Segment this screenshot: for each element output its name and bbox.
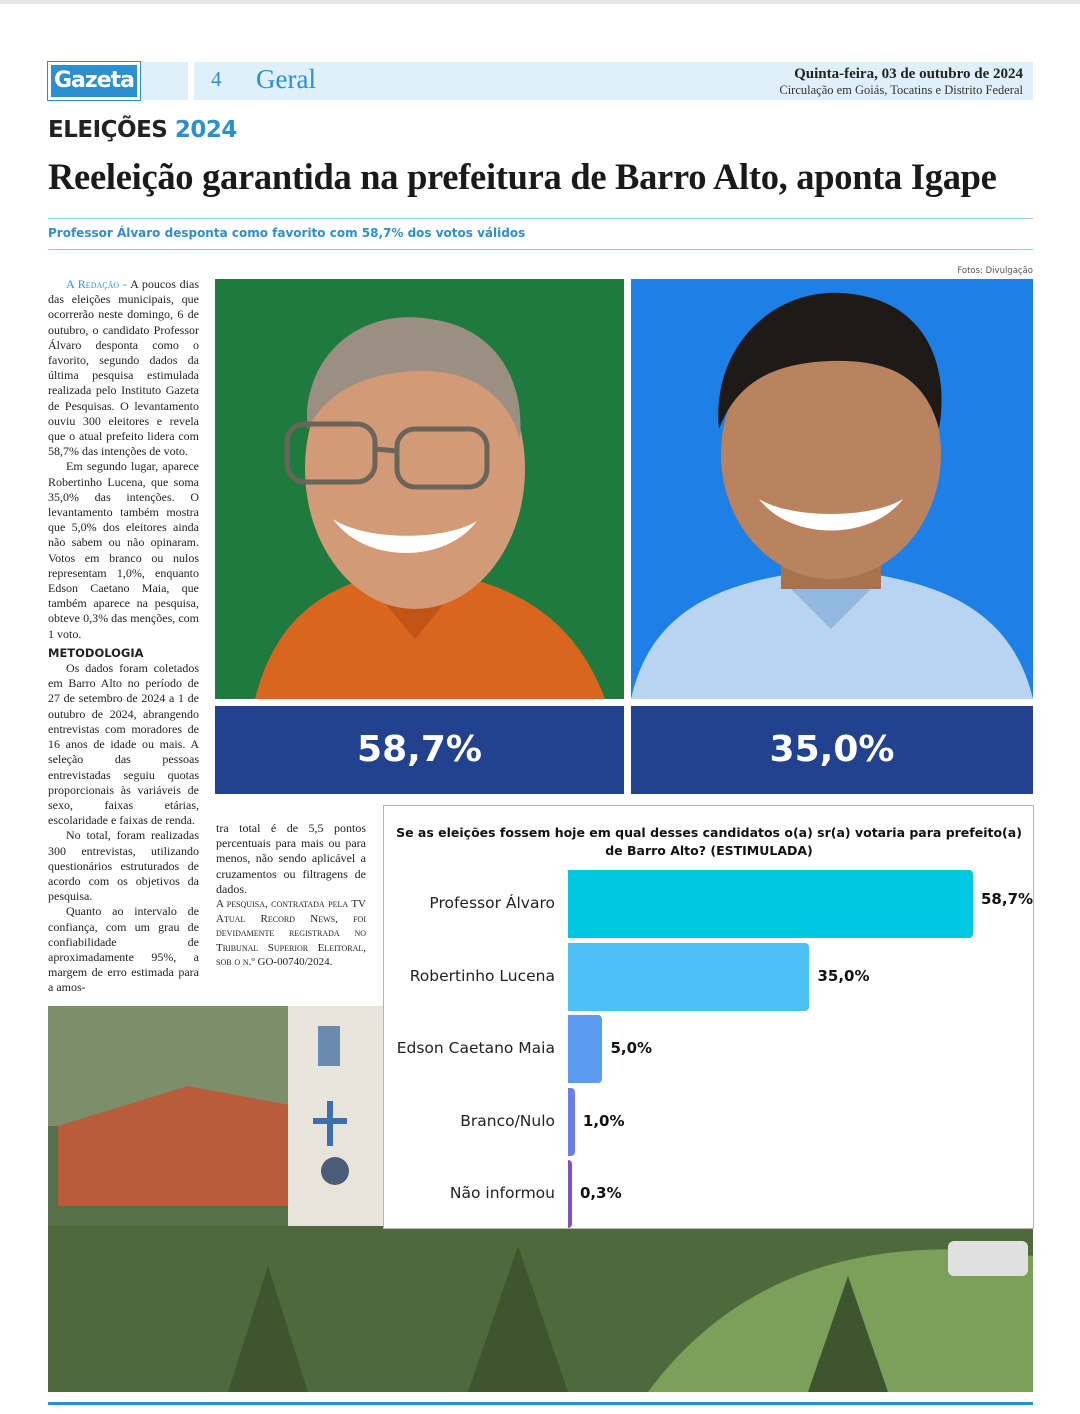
paragraph-2: Em segundo lugar, aparece Robertinho Lucena, que soma 35,0% das intenções. O levantamento também mostra que 5,0% dos eleitores ainda não sabem ou não opinaram. Votos em branco ou nulos representam 1,0%, enquanto Edson Caetano Maia, que também aparece na pesquisa, obteve 0,3% das menções, com 1 voto.: [48, 459, 199, 641]
chart-bar: [568, 1160, 572, 1228]
chart-value-label: 35,0%: [817, 966, 870, 985]
text-column-left: [48, 277, 199, 996]
chart-value-label: 1,0%: [582, 1111, 625, 1130]
chart-value-label: 5,0%: [610, 1039, 653, 1057]
circulation-note: Circulação em Goiás, Tocatins e Distrito Federal: [779, 83, 1023, 97]
paragraph-1: A Redação - A poucos dias das eleições municipais, que ocorrerão neste domingo, 6 de outubro, o candidato Professor Álvaro desponta como o favorito, segundo dados da última pesquisa estimulada realizada pelo Instituto Gazeta de Pesquisas. O levantamento ouviu 300 eleitores e revela que o atual prefeito lidera com 58,7% das intenções de voto.: [48, 277, 199, 459]
section-heading-methodology: METODOLOGIA: [48, 645, 144, 660]
percentage-box-right: 35,0%: [631, 706, 1033, 794]
chart-value-label: 0,3%: [580, 1184, 622, 1202]
chart-category-label: Edson Caetano Maia: [396, 1039, 555, 1057]
chart-category-label: Robertinho Lucena: [409, 966, 555, 985]
page-header: [48, 62, 1033, 100]
chart-bar: [568, 1088, 575, 1156]
paragraph-5-continued: tra total é de 5,5 pontos percentuais para mais ou para menos, não sendo aplicável a cruzamentos ou filtragens de dados.: [216, 821, 366, 896]
section-name: Geral: [256, 64, 316, 94]
chart-title: Se as eleições fossem hoje em qual desses candidatos o(a) sr(a) votaria para prefeito(a) de Barro Alto? (ESTIMULADA): [396, 825, 1022, 858]
kicker-label: ELEIÇÕES: [48, 117, 168, 143]
gazeta-logo: Gazeta: [48, 62, 140, 100]
chart-category-label: Branco/Nulo: [460, 1111, 555, 1130]
page-number: 4: [211, 67, 222, 91]
photo-robertinho-lucena: [631, 279, 1033, 699]
chart-bar: [568, 1015, 602, 1083]
poll-chart: [383, 805, 1034, 1229]
chart-category-label: Não informou: [449, 1184, 555, 1202]
headline: Reeleição garantida na prefeitura de Barro Alto, aponta Igape: [48, 156, 997, 197]
bottom-rule: [48, 1402, 1033, 1405]
header-divider: [188, 62, 194, 100]
top-border: [0, 0, 1080, 4]
kicker: [48, 117, 237, 143]
chart-bar: [568, 870, 973, 938]
portrait-illustration-right: [631, 279, 1033, 699]
text-column-middle: [216, 821, 366, 897]
portrait-illustration-left: [215, 279, 624, 699]
paragraph-4: No total, foram realizadas 300 entrevistas, utilizando questionários estruturados de acordo com os objetivos da pesquisa.: [48, 828, 199, 904]
kicker-year: 2024: [174, 117, 237, 143]
rule-bottom: [48, 249, 1033, 250]
subhead: Professor Álvaro desponta como favorito com 58,7% dos votos válidos: [48, 226, 526, 240]
photo-credit: Fotos: Divulgação: [957, 266, 1033, 276]
chart-bar: [568, 943, 809, 1011]
byline: A Redação -: [66, 277, 127, 291]
chart-value-label: 58,7%: [981, 890, 1034, 908]
percentage-box-left: 58,7%: [215, 706, 624, 794]
chart-category-label: Professor Álvaro: [429, 894, 555, 912]
rule-top: [48, 218, 1033, 219]
registration-note: A pesquisa, contratada pela TV Atual Record News, foi devidamente registrada no Tribunal Superior Eleitoral, sob o n.º GO-00740/2024.: [216, 898, 366, 968]
photo-professor-alvaro: [215, 279, 624, 699]
paragraph-5: Quanto ao intervalo de confiança, com um grau de confiabilidade de aproximadamente 95%, a margem de erro estimada para a amos-: [48, 904, 199, 995]
issue-date: Quinta-feira, 03 de outubro de 2024: [794, 66, 1023, 82]
paragraph-3: Os dados foram coletados em Barro Alto no período de 27 de setembro de 2024 a 1 de outubro de 2024, abrangendo entrevistas com moradores de 16 anos de idade ou mais. A seleção das pessoas entrevistadas seguiu quotas proporcionais às variáveis de sexo, faixas etárias, escolaridade e faixas de renda.: [48, 661, 199, 828]
